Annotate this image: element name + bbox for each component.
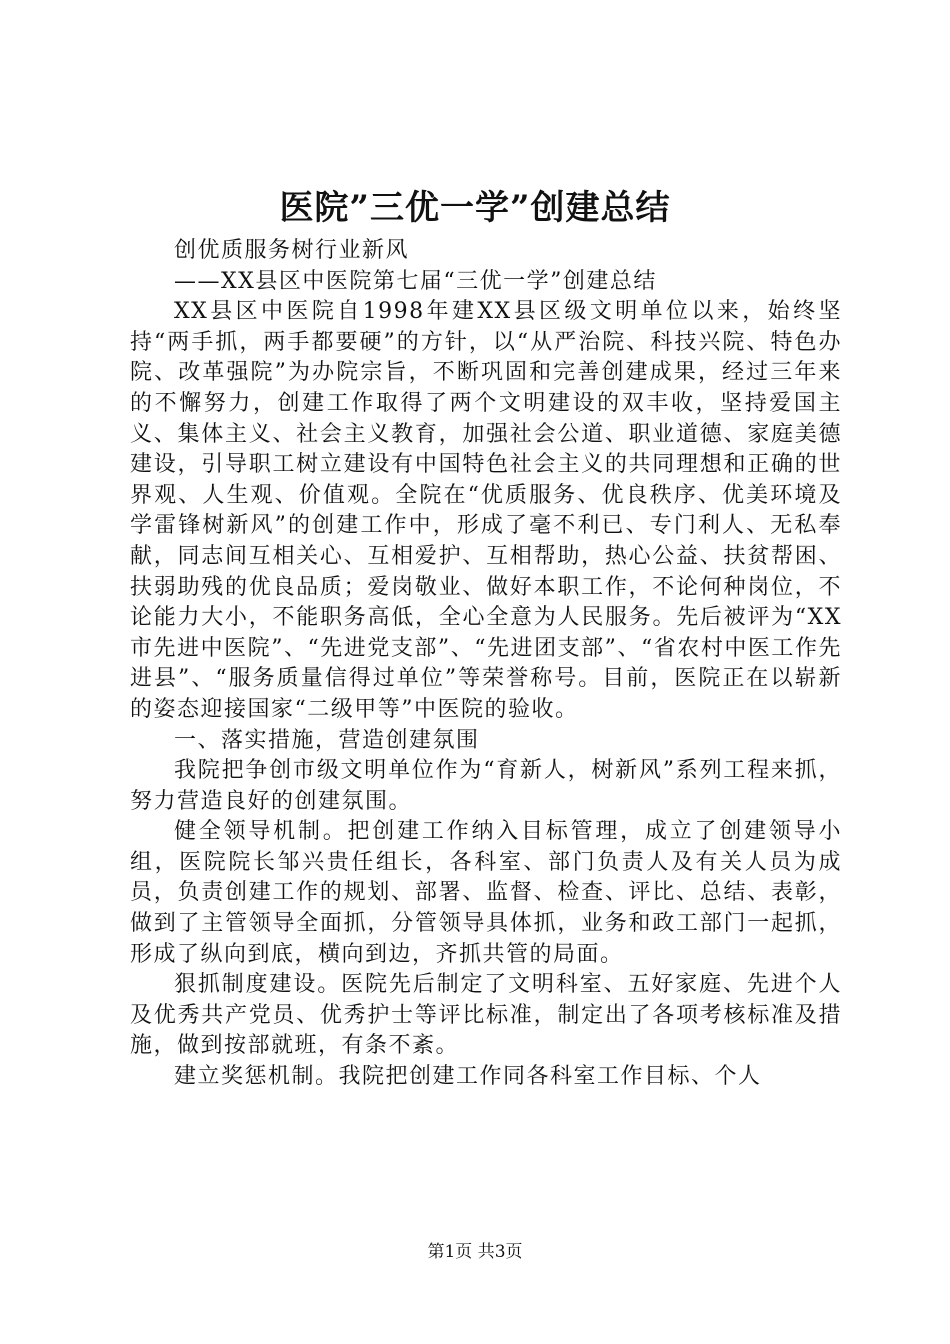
section-heading: 一、落实措施，营造创建氛围 bbox=[174, 727, 480, 753]
subtitle-line: 创优质服务树行业新风 bbox=[174, 238, 410, 263]
page-footer: 第1页 共3页 bbox=[427, 1242, 523, 1262]
body-paragraph: 健全领导机制。把创建工作纳入目标管理，成立了创建领导小组，医院院长邹兴贵任组长，各科室、部门负责人及有关人员为成员，负责创建工作的规划、部署、监督、检查、评比、总结、表彰，做到了主管领导全面抓，分管领导具体抓，业务和政工部门一起抓，形成了纵向到底，横向到边，齐抓共管的局面。 bbox=[130, 819, 842, 967]
subtitle-line: ——XX县区中医院第七届“三优一学”创建总结 bbox=[174, 268, 657, 294]
body-paragraph: 我院把争创市级文明单位作为“育新人，树新风”系列工程来抓，努力营造良好的创建氛围。 bbox=[130, 758, 842, 814]
document-body bbox=[130, 236, 842, 1093]
body-paragraph: 狠抓制度建设。医院先后制定了文明科室、五好家庭、先进个人及优秀共产党员、优秀护士等评比标准，制定出了各项考核标准及措施，做到按部就班，有条不紊。 bbox=[130, 972, 842, 1059]
document-title: 医院”三优一学”创建总结 bbox=[279, 188, 671, 228]
body-paragraph: 建立奖惩机制。我院把创建工作同各科室工作目标、个人 bbox=[174, 1064, 762, 1090]
body-paragraph: XX县区中医院自1998年建XX县区级文明单位以来，始终坚持“两手抓，两手都要硬”的方针，以“从严治院、科技兴院、特色办院、改革强院”为办院宗旨，不断巩固和完善创建成果，经过三年来的不懈努力，创建工作取得了两个文明建设的双丰收，坚持爱国主义、集体主义、社会主义教育，加强社会公道、职业道德、家庭美德建设，引导职工树立建设有中国特色社会主义的共同理想和正确的世界观、人生观、价值观。全院在“优质服务、优良秩序、优美环境及学雷锋树新风”的创建工作中，形成了毫不利已、专门利人、无私奉献，同志间互相关心、互相爱护、互相帮助，热心公益、扶贫帮困、扶弱助残的优良品质；爱岗敬业、做好本职工作，不论何种岗位，不论能力大小，不能职务高低，全心全意为人民服务。先后被评为“XX市先进中医院”、“先进党支部”、“先进团支部”、“省农村中医工作先进县”、“服务质量信得过单位”等荣誉称号。目前，医院正在以崭新的姿态迎接国家“二级甲等”中医院的验收。 bbox=[130, 299, 842, 722]
